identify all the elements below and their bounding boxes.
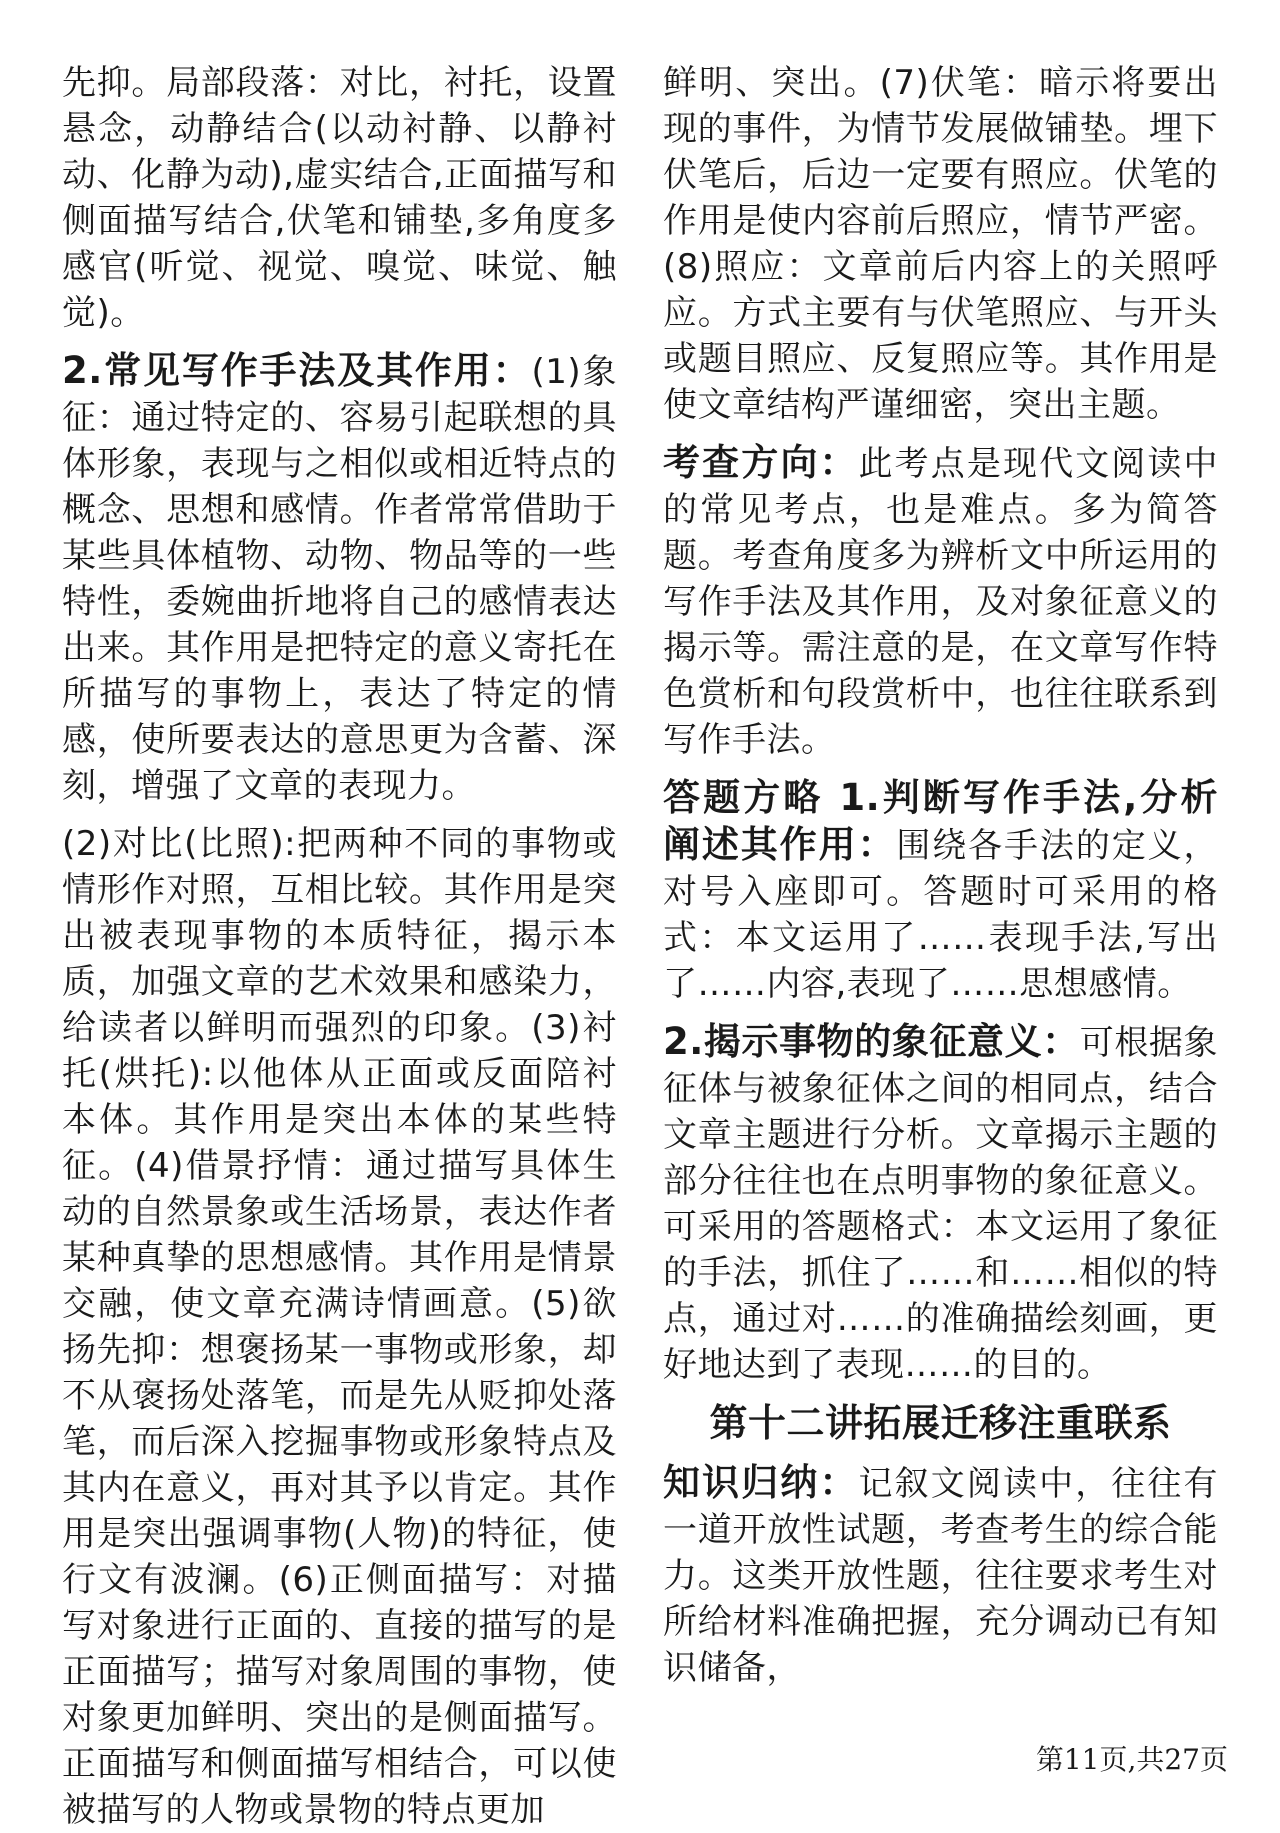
right-paragraph-2 xyxy=(663,440,1218,763)
right-paragraph-1: 鲜明、突出。(7)伏笔：暗示将要出现的事件，为情节发展做铺垫。埋下伏笔后，后边一定要有照应。伏笔的作用是使内容前后照应，情节严密。(8)照应：文章前后内容上的关照呼应。方式主要有与伏笔照应、与开头或题目照应、反复照应等。其作用是使文章结构严谨细密，突出主题。 xyxy=(663,63,1218,425)
section-body-knowledge-summary: 记叙文阅读中，往往有一道开放性试题，考查考生的综合能力。这类开放性题，往往要求考生对所给材料准确把握，充分调动已有知识储备， xyxy=(663,1464,1219,1688)
right-paragraph-4 xyxy=(663,1019,1218,1388)
section-heading-answer-strategy: 答题方略 1.判断写作手法,分析阐述其作用： xyxy=(663,776,1218,866)
page-number: 第11页,共27页 xyxy=(1035,1743,1228,1776)
left-paragraph-1: 先抑。局部段落：对比，衬托，设置悬念，动静结合(以动衬静、以静衬动、化静为动),虚实结合,正面描写和侧面描写结合,伏笔和铺垫,多角度多感官(听觉、视觉、嗅觉、味觉、触觉)。 xyxy=(62,63,617,333)
lecture-title: 第十二讲拓展迁移注重联系 xyxy=(709,1401,1172,1445)
left-paragraph-3: (2)对比(比照):把两种不同的事物或情形作对照，互相比较。其作用是突出被表现事物的本质特征，揭示本质，加强文章的艺术效果和感染力，给读者以鲜明而强烈的印象。(3)衬托(烘托):以他体从正面或反面陪衬本体。其作用是突出本体的某些特征。(4)借景抒情：通过描写具体生动的自然景象或生活场景，表达作者某种真挚的思想感情。其作用是情景交融，使文章充满诗情画意。(5)欲扬先抑：想褒扬某一事物或形象，却不从褒扬处落笔，而是先从贬抑处落笔，而后深入挖掘事物或形象特点及其内在意义，再对其予以肯定。其作用是突出强调事物(人物)的特征，使行文有波澜。(6)正侧面描写：对描写对象进行正面的、直接的描写的是正面描写；描写对象周围的事物，使对象更加鲜明、突出的是侧面描写。正面描写和侧面描写相结合，可以使被描写的人物或景物的特点更加 xyxy=(62,824,617,1830)
left-column xyxy=(62,60,617,1833)
section-heading-writing-techniques: 2.常见写作手法及其作用： xyxy=(62,349,532,392)
right-paragraph-5 xyxy=(663,1460,1218,1691)
section-heading-exam-direction: 考查方向： xyxy=(663,441,859,484)
section-body-exam-direction: 此考点是现代文阅读中的常见考点，也是难点。多为简答题。考查角度多为辨析文中所运用的写作手法及其作用，及对象征意义的揭示等。需注意的是，在文章写作特色赏析和句段赏析中，也往往联系到写作手法。 xyxy=(663,444,1219,760)
right-paragraph-3 xyxy=(663,775,1218,1007)
right-column xyxy=(663,60,1218,1691)
section-heading-knowledge-summary: 知识归纳： xyxy=(663,1461,859,1504)
left-paragraph-2 xyxy=(62,348,617,809)
section-body-symbolic-meaning: 可根据象征体与被象征体之间的相同点，结合文章主题进行分析。文章揭示主题的部分往往也在点明事物的象征意义。可采用的答题格式：本文运用了象征的手法，抓住了……和……相似的特点，通过对……的准确描绘刻画，更好地达到了表现……的目的。 xyxy=(663,1023,1218,1385)
section-body-writing-techniques: (1)象征：通过特定的、容易引起联想的具体形象，表现与之相似或相近特点的概念、思想和感情。作者常常借助于某些具体植物、动物、物品等的一些特性，委婉曲折地将自己的感情表达出来。其作用是把特定的意义寄托在所描写的事物上，表达了特定的情感，使所要表达的意思更为含蓄、深刻，增强了文章的表现力。 xyxy=(62,352,617,806)
section-heading-symbolic-meaning: 2.揭示事物的象征意义： xyxy=(663,1020,1080,1063)
section-body-answer-strategy: 围绕各手法的定义，对号入座即可。答题时可采用的格式：本文运用了……表现手法,写出了……内容,表现了……思想感情。 xyxy=(663,826,1219,1004)
